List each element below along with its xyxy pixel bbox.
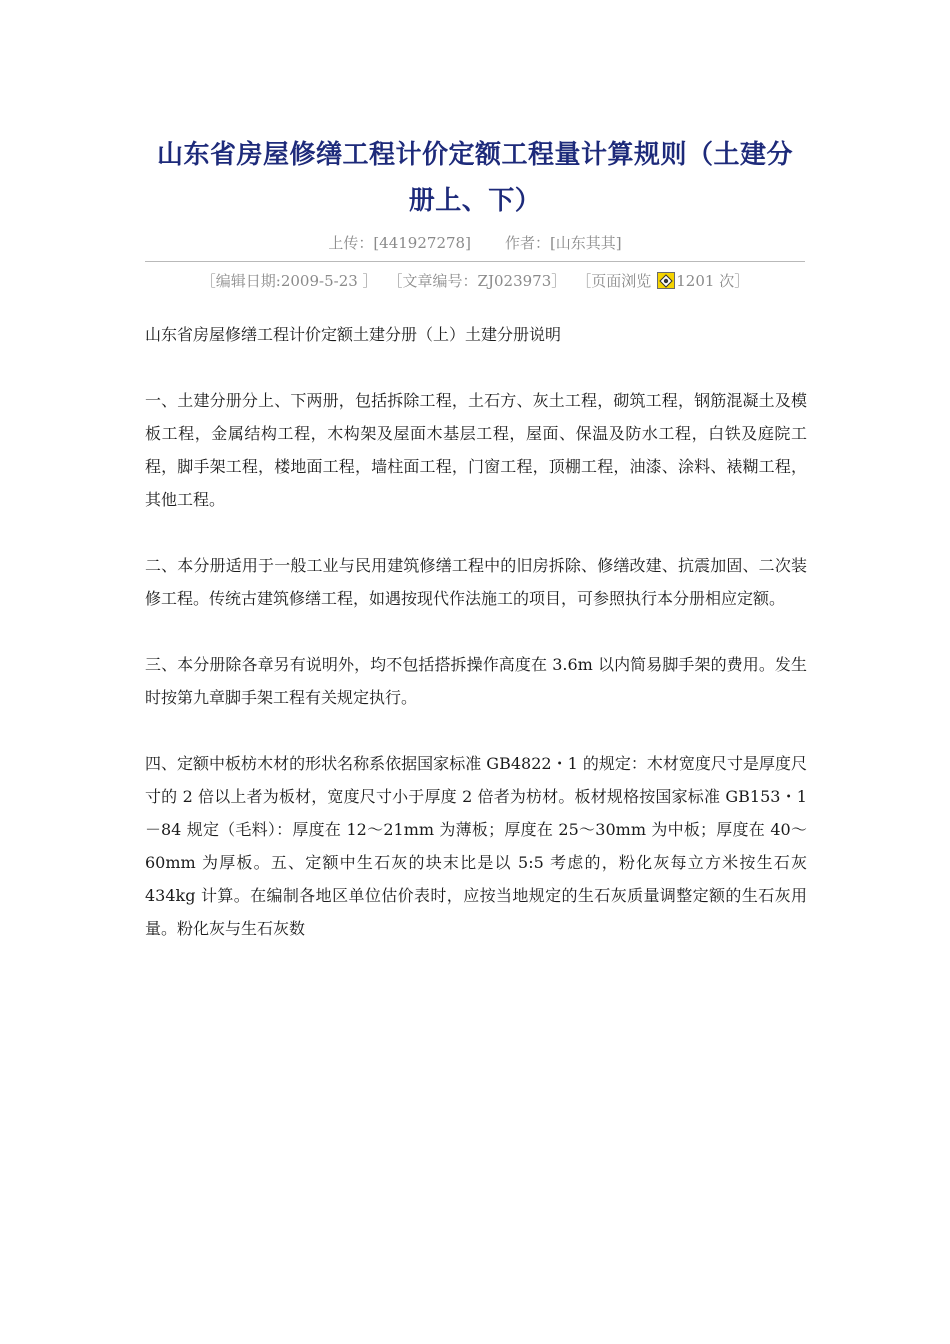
article-meta-upload-author: [145, 232, 805, 254]
body-paragraph-1: 一、土建分册分上、下两册，包括拆除工程，土石方、灰土工程，砌筑工程，钢筋混凝土及模板工程，金属结构工程，木构架及屋面木基层工程，屋面、保温及防水工程，白铁及庭院工程，脚手架工程，楼地面工程，墙柱面工程，门窗工程，顶棚工程，油漆、涂料、裱糊工程，其他工程。: [145, 391, 807, 509]
article-number-label: ［文章编号：ZJ023973］: [387, 272, 567, 290]
body-paragraph-2: 二、本分册适用于一般工业与民用建筑修缮工程中的旧房拆除、修缮改建、抗震加固、二次装修工程。传统古建筑修缮工程，如遇按现代作法施工的项目，可参照执行本分册相应定额。: [145, 556, 807, 608]
article-meta-info: [145, 270, 805, 292]
article-title: 山东省房屋修缮工程计价定额工程量计算规则（土建分册上、下）: [156, 140, 793, 216]
view-count-icon: [657, 272, 675, 289]
body-intro: 山东省房屋修缮工程计价定额土建分册（上）土建分册说明: [145, 325, 562, 344]
views-count-label: 1201 次］: [676, 272, 750, 290]
body-paragraph-3: 三、本分册除各章另有说明外，均不包括搭拆操作高度在 3.6m 以内简易脚手架的费用。发生时按第九章脚手架工程有关规定执行。: [145, 655, 807, 707]
views-prefix-label: ［页面浏览: [576, 272, 652, 290]
author-label: 作者：[山东其其]: [504, 234, 622, 252]
uploader-label: 上传：[441927278]: [328, 234, 471, 252]
body-paragraph-4: 四、定额中板枋木材的形状名称系依据国家标准 GB4822・1 的规定：木材宽度尺寸是厚度尺寸的 2 倍以上者为板材，宽度尺寸小于厚度 2 倍者为枋材。板材规格按国家标准 GB153・1－84 规定（毛料）：厚度在 12～21mm 为薄板；厚度在 25～30mm 为中板；厚度在 40～60mm 为厚板。五、定额中生石灰的块末比是以 5:5 考虑的，粉化灰每立方米按生石灰 434kg 计算。在编制各地区单位估价表时，应按当地规定的生石灰质量调整定额的生石灰用量。粉化灰与生石灰数: [145, 754, 807, 938]
edit-date-label: ［编辑日期:2009-5-23 ］: [200, 272, 378, 290]
meta-divider: [145, 261, 805, 262]
article-body: [145, 318, 807, 978]
